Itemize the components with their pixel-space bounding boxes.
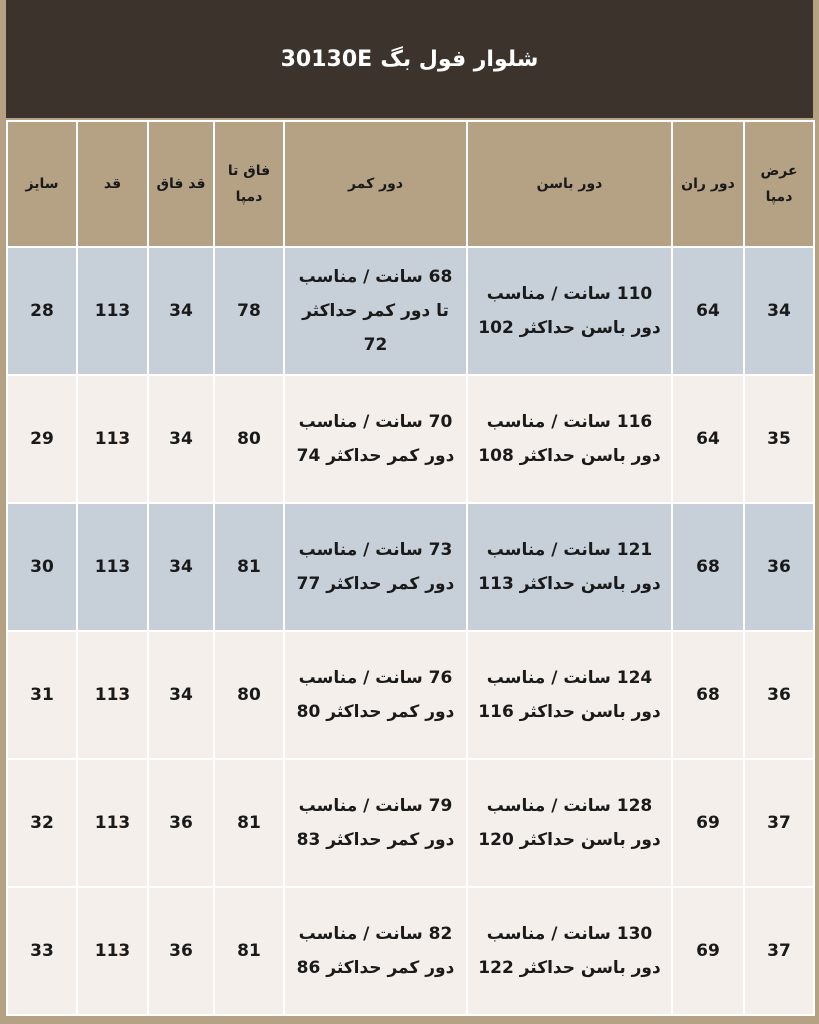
header-row [7,121,814,247]
cell-thigh: 68 [672,631,744,759]
cell-hip: 128 سانت / مناسب دور باسن حداکثر 120 [467,759,672,887]
cell-hem-width: 36 [744,631,814,759]
cell-length: 113 [77,375,148,503]
size-table [6,120,815,1016]
cell-crotch-to-hem: 81 [214,503,284,631]
cell-hem-width: 37 [744,759,814,887]
cell-hip: 124 سانت / مناسب دور باسن حداکثر 116 [467,631,672,759]
cell-hem-width: 36 [744,503,814,631]
cell-hip: 116 سانت / مناسب دور باسن حداکثر 108 [467,375,672,503]
cell-rise: 34 [148,503,214,631]
header-crotch-to-hem: فاق تا دمپا [214,121,284,247]
cell-waist: 73 سانت / مناسب دور کمر حداکثر 77 [284,503,467,631]
cell-hem-width: 37 [744,887,814,1015]
cell-crotch-to-hem: 81 [214,759,284,887]
header-thigh: دور ران [672,121,744,247]
table-row [7,247,814,375]
cell-hem-width: 34 [744,247,814,375]
header-hem-width: عرض دمپا [744,121,814,247]
header-waist: دور کمر [284,121,467,247]
cell-size: 31 [7,631,77,759]
cell-length: 113 [77,247,148,375]
cell-size: 30 [7,503,77,631]
header-hip: دور باسن [467,121,672,247]
cell-crotch-to-hem: 81 [214,887,284,1015]
cell-rise: 34 [148,375,214,503]
cell-crotch-to-hem: 78 [214,247,284,375]
cell-length: 113 [77,887,148,1015]
cell-thigh: 68 [672,503,744,631]
table-row [7,631,814,759]
cell-size: 29 [7,375,77,503]
cell-hip: 130 سانت / مناسب دور باسن حداکثر 122 [467,887,672,1015]
page-title: شلوار فول بگ 30130E [280,46,539,72]
cell-waist: 82 سانت / مناسب دور کمر حداکثر 86 [284,887,467,1015]
table-row [7,375,814,503]
cell-waist: 79 سانت / مناسب دور کمر حداکثر 83 [284,759,467,887]
cell-length: 113 [77,503,148,631]
cell-thigh: 64 [672,375,744,503]
cell-length: 113 [77,759,148,887]
cell-crotch-to-hem: 80 [214,631,284,759]
cell-rise: 34 [148,247,214,375]
table-row [7,887,814,1015]
cell-thigh: 69 [672,759,744,887]
cell-rise: 36 [148,759,214,887]
header-length: قد [77,121,148,247]
cell-rise: 36 [148,887,214,1015]
cell-crotch-to-hem: 80 [214,375,284,503]
cell-thigh: 69 [672,887,744,1015]
title-bar [6,0,813,118]
table-row [7,759,814,887]
cell-thigh: 64 [672,247,744,375]
cell-rise: 34 [148,631,214,759]
header-size: سایز [7,121,77,247]
table-row [7,503,814,631]
cell-hip: 110 سانت / مناسب دور باسن حداکثر 102 [467,247,672,375]
cell-waist: 70 سانت / مناسب دور کمر حداکثر 74 [284,375,467,503]
cell-length: 113 [77,631,148,759]
cell-hip: 121 سانت / مناسب دور باسن حداکثر 113 [467,503,672,631]
cell-waist: 76 سانت / مناسب دور کمر حداکثر 80 [284,631,467,759]
header-rise: قد فاق [148,121,214,247]
cell-hem-width: 35 [744,375,814,503]
cell-size: 32 [7,759,77,887]
cell-size: 28 [7,247,77,375]
cell-waist: 68 سانت / مناسب تا دور کمر حداکثر 72 [284,247,467,375]
cell-size: 33 [7,887,77,1015]
